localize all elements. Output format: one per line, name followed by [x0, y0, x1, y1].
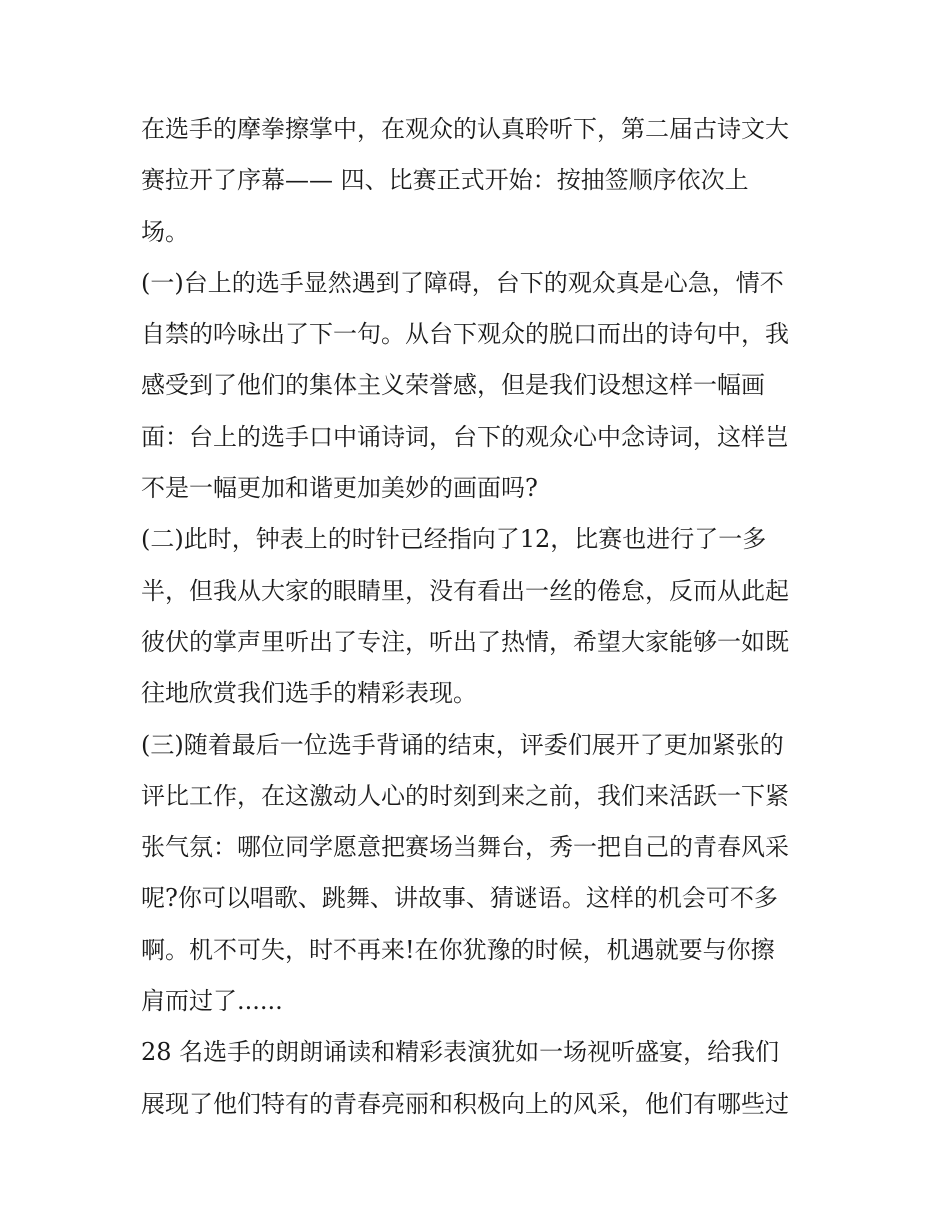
- text-line: 呢?你可以唱歌、跳舞、讲故事、猜谜语。这样的机会可不多: [141, 884, 778, 913]
- document-body: [141, 104, 816, 1130]
- text-line: (三)随着最后一位选手背诵的结束，评委们展开了更加紧张的: [141, 730, 784, 759]
- paragraph-part-two: [141, 514, 816, 719]
- text-line: 评比工作，在这激动人心的时刻到来之前，我们来活跃一下紧: [141, 781, 789, 810]
- paragraph-part-three: [141, 720, 816, 1028]
- paragraph-part-one: [141, 258, 816, 514]
- text-line: 肩而过了......: [141, 987, 283, 1016]
- text-line: 往地欣赏我们选手的精彩表现。: [141, 679, 477, 708]
- text-line: (二)此时，钟表上的时针已经指向了12，比赛也进行了一多: [141, 525, 767, 554]
- text-line: 面：台上的选手口中诵诗词，台下的观众心中念诗词，这样岂: [141, 422, 789, 451]
- text-line: 彼伏的掌声里听出了专注，听出了热情，希望大家能够一如既: [141, 627, 789, 656]
- text-line: (一)台上的选手显然遇到了障碍，台下的观众真是心急，情不: [141, 268, 784, 297]
- text-line: 场。: [141, 217, 189, 246]
- text-line: 不是一幅更加和谐更加美妙的画面吗?: [141, 474, 538, 503]
- text-line: 展现了他们特有的青春亮丽和积极向上的风采，他们有哪些过: [141, 1089, 789, 1118]
- text-line: 自禁的吟咏出了下一句。从台下观众的脱口而出的诗句中，我: [141, 320, 789, 349]
- paragraph-closing: [141, 1027, 816, 1130]
- text-line: 28 名选手的朗朗诵读和精彩表演犹如一场视听盛宴，给我们: [141, 1038, 780, 1067]
- text-line: 张气氛：哪位同学愿意把赛场当舞台，秀一把自己的青春风采: [141, 833, 789, 862]
- paragraph-opening: [141, 104, 816, 258]
- text-line: 半，但我从大家的眼睛里，没有看出一丝的倦怠，反而从此起: [141, 576, 789, 605]
- text-line: 在选手的摩拳擦掌中，在观众的认真聆听下，第二届古诗文大: [141, 115, 789, 143]
- text-line: 感受到了他们的集体主义荣誉感，但是我们设想这样一幅画: [141, 371, 765, 400]
- text-line: 赛拉开了序幕—— 四、比赛正式开始：按抽签顺序依次上: [141, 166, 749, 195]
- text-line: 啊。机不可失，时不再来!在你犹豫的时候，机遇就要与你擦: [141, 935, 775, 964]
